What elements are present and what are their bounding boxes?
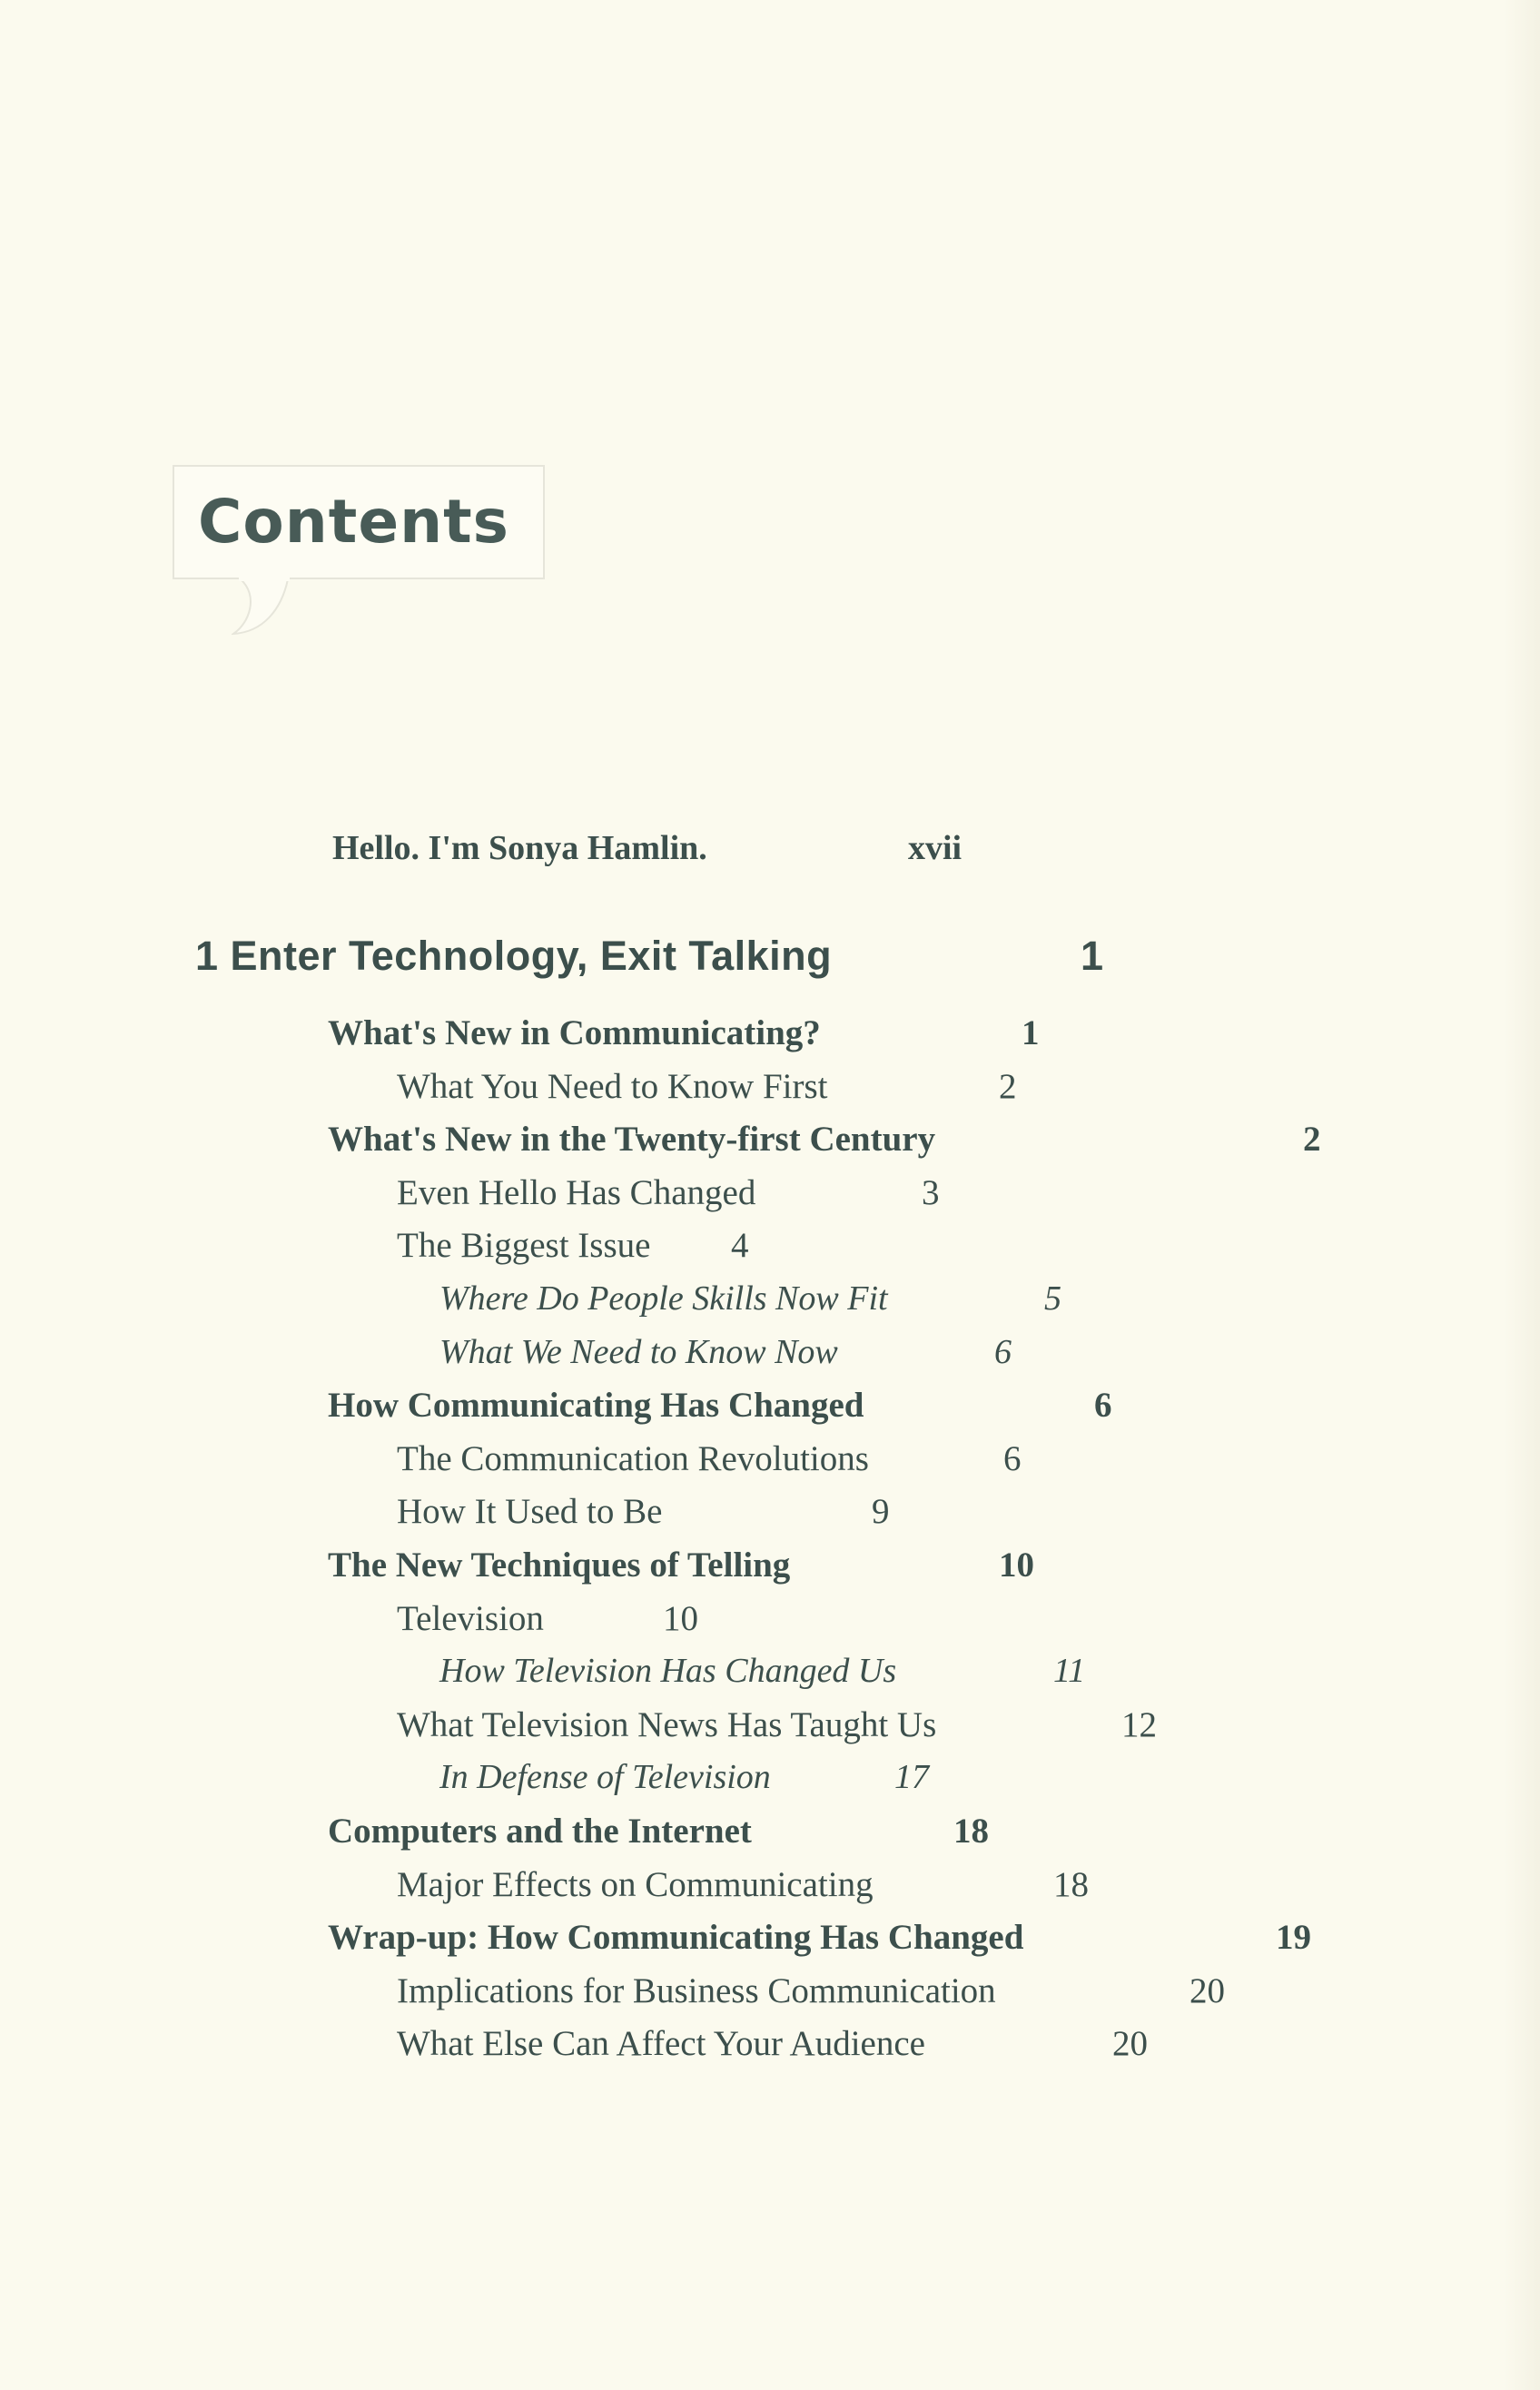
toc-entry-label: Implications for Business Communication [397,1971,996,2010]
toc-entry-level-2[interactable] [397,1599,698,1638]
toc-entry-level-3[interactable] [439,1279,1061,1318]
toc-entry-label: Major Effects on Communicating [397,1865,874,1904]
toc-page-number: 9 [872,1492,890,1531]
toc-page-number: 18 [953,1812,989,1851]
toc-entry-label: How It Used to Be [397,1492,663,1531]
toc-entry-level-2[interactable] [397,1492,890,1531]
toc-entry-level-3[interactable] [439,1758,929,1796]
toc-page-number: 18 [1053,1865,1089,1904]
toc-chapter-heading[interactable] [195,933,1104,979]
toc-page-number: xvii [908,829,962,867]
toc-entry-label: Television [397,1599,544,1638]
toc-entry-level-2[interactable] [397,1865,1089,1904]
toc-entry-level-2[interactable] [397,2024,1148,2063]
toc-entry-level-1[interactable] [328,1918,1311,1957]
toc-page-number: 1 [1081,933,1104,979]
toc-page-number: 11 [1053,1652,1086,1690]
toc-entry-label: What We Need to Know Now [439,1333,838,1371]
toc-page-number: 6 [1094,1386,1112,1425]
toc-entry-level-1[interactable] [328,1546,1034,1585]
toc-entry-label: How Communicating Has Changed [328,1386,864,1425]
toc-page-number: 3 [922,1173,940,1212]
toc-page-number: 2 [999,1067,1017,1106]
toc-entry-label: The Biggest Issue [397,1226,651,1265]
toc-entry-label: Wrap-up: How Communicating Has Changed [328,1918,1024,1957]
toc-entry-level-2[interactable] [397,1705,1157,1744]
toc-page-number: 2 [1303,1120,1321,1159]
toc-page-number: 1 [1022,1013,1040,1052]
toc-entry-level-3[interactable] [439,1333,1012,1371]
toc-entry-level-1[interactable] [328,1386,1112,1425]
toc-page-number: 4 [731,1226,749,1265]
toc-entry-level-2[interactable] [397,1173,940,1212]
toc-page-number: 12 [1121,1705,1157,1744]
toc-page-number: 5 [1044,1279,1061,1318]
toc-entry-level-2[interactable] [397,1067,1017,1106]
toc-entry-level-2[interactable] [397,1439,1022,1478]
toc-entry-label: Even Hello Has Changed [397,1173,756,1212]
toc-page-number: 20 [1112,2024,1148,2063]
toc-entry-label: What You Need to Know First [397,1067,828,1106]
toc-entry-label: Computers and the Internet [328,1812,752,1851]
page-title: Contents [198,487,509,557]
contents-speech-bubble [173,465,545,579]
toc-entry-level-1[interactable] [328,1013,1040,1052]
toc-page-number: 17 [894,1758,929,1796]
toc-entry-label: What's New in the Twenty-first Century [328,1120,936,1159]
toc-page-number: 10 [999,1546,1034,1585]
toc-chapter-label: 1 Enter Technology, Exit Talking [195,933,833,979]
toc-entry-level-2[interactable] [397,1226,749,1265]
toc-entry-label: What Television News Has Taught Us [397,1705,937,1744]
toc-entry-label: The New Techniques of Telling [328,1546,791,1585]
toc-page-number: 10 [663,1599,698,1638]
toc-entry-label: The Communication Revolutions [397,1439,869,1478]
toc-entry-label: In Defense of Television [439,1758,771,1796]
toc-entry-label: Where Do People Skills Now Fit [439,1279,888,1318]
toc-front-matter[interactable] [332,829,962,867]
page-edge-shadow [1504,0,1540,2390]
toc-page-number: 6 [1003,1439,1022,1478]
toc-entry-label: Hello. I'm Sonya Hamlin. [332,829,707,867]
toc-entry-label: What Else Can Affect Your Audience [397,2024,925,2063]
toc-entry-level-1[interactable] [328,1812,989,1851]
toc-entry-level-3[interactable] [439,1652,1086,1690]
toc-page-number: 19 [1276,1918,1311,1957]
speech-bubble-tail-icon [232,578,313,641]
toc-entry-level-2[interactable] [397,1971,1225,2010]
toc-entry-label: How Television Has Changed Us [439,1652,897,1690]
toc-page-number: 20 [1190,1971,1225,2010]
toc-entry-level-1[interactable] [328,1120,1321,1159]
toc-entry-label: What's New in Communicating? [328,1013,821,1052]
toc-page-number: 6 [994,1333,1012,1371]
